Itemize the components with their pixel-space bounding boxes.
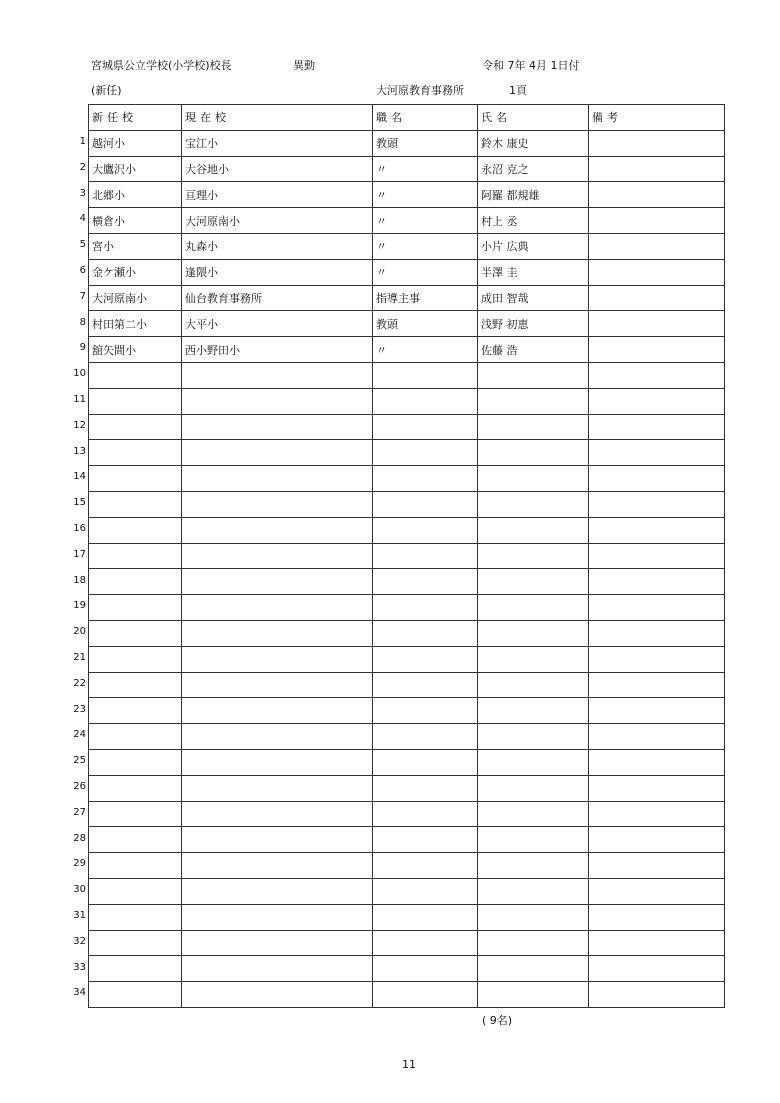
table-row: [89, 388, 725, 414]
cell-position: [373, 878, 478, 904]
cell-remarks: [589, 775, 725, 801]
cell-remarks: [589, 517, 725, 543]
cell-remarks: [589, 208, 725, 234]
cell-current-school: [182, 414, 373, 440]
cell-position: 〃: [373, 208, 478, 234]
table-row: [89, 466, 725, 492]
cell-name: [478, 982, 589, 1008]
cell-remarks: [589, 491, 725, 517]
cell-name: 鈴木 康史: [478, 130, 589, 156]
cell-new-school: [89, 466, 182, 492]
cell-new-school: 大河原南小: [89, 285, 182, 311]
cell-position: 指導主事: [373, 285, 478, 311]
row-number: 22: [73, 677, 86, 689]
cell-new-school: [89, 982, 182, 1008]
cell-current-school: [182, 904, 373, 930]
row-number: 34: [73, 987, 86, 999]
cell-name: [478, 930, 589, 956]
cell-new-school: 横倉小: [89, 208, 182, 234]
table-row: [89, 698, 725, 724]
cell-new-school: 舘矢間小: [89, 337, 182, 363]
row-number: 1: [79, 136, 86, 147]
cell-name: 佐藤 浩: [478, 337, 589, 363]
cell-remarks: [589, 672, 725, 698]
cell-name: [478, 853, 589, 879]
cell-position: 〃: [373, 156, 478, 182]
cell-new-school: [89, 595, 182, 621]
cell-remarks: [589, 156, 725, 182]
table-row: [89, 595, 725, 621]
cell-new-school: [89, 517, 182, 543]
cell-current-school: 宝江小: [182, 130, 373, 156]
table-row: [89, 311, 725, 337]
cell-position: [373, 801, 478, 827]
cell-position: [373, 491, 478, 517]
cell-new-school: 宮小: [89, 233, 182, 259]
cell-new-school: 北郷小: [89, 182, 182, 208]
cell-position: [373, 543, 478, 569]
cell-current-school: [182, 724, 373, 750]
cell-position: [373, 982, 478, 1008]
cell-remarks: [589, 233, 725, 259]
cell-current-school: 仙台教育事務所: [182, 285, 373, 311]
cell-current-school: 大平小: [182, 311, 373, 337]
cell-current-school: [182, 466, 373, 492]
cell-position: [373, 517, 478, 543]
cell-name: [478, 388, 589, 414]
cell-remarks: [589, 698, 725, 724]
row-number: 12: [73, 419, 86, 431]
cell-remarks: [589, 388, 725, 414]
cell-name: [478, 672, 589, 698]
cell-current-school: [182, 491, 373, 517]
row-number: 9: [79, 342, 86, 354]
row-number: 15: [73, 497, 86, 509]
cell-position: [373, 466, 478, 492]
cell-position: [373, 904, 478, 930]
cell-remarks: [589, 130, 725, 156]
cell-remarks: [589, 466, 725, 492]
cell-name: [478, 749, 589, 775]
cell-new-school: 越河小: [89, 130, 182, 156]
table-row: [89, 878, 725, 904]
cell-position: [373, 388, 478, 414]
cell-remarks: [589, 182, 725, 208]
cell-position: [373, 414, 478, 440]
cell-position: [373, 698, 478, 724]
cell-current-school: [182, 878, 373, 904]
cell-name: 小片 広典: [478, 233, 589, 259]
cell-name: [478, 724, 589, 750]
cell-current-school: [182, 775, 373, 801]
cell-remarks: [589, 827, 725, 853]
table-row: [89, 569, 725, 595]
effective-date: 令和 7年 4月 1日付: [482, 59, 580, 72]
cell-position: [373, 853, 478, 879]
cell-position: [373, 672, 478, 698]
cell-remarks: [589, 543, 725, 569]
cell-remarks: [589, 904, 725, 930]
cell-current-school: 丸森小: [182, 233, 373, 259]
cell-remarks: [589, 853, 725, 879]
table-row: [89, 543, 725, 569]
cell-name: [478, 440, 589, 466]
cell-name: [478, 569, 589, 595]
table-row: [89, 259, 725, 285]
row-number: 31: [73, 910, 86, 921]
cell-name: [478, 414, 589, 440]
page-footer-number: 11: [402, 1058, 416, 1071]
cell-new-school: [89, 775, 182, 801]
cell-remarks: [589, 285, 725, 311]
table-row: [89, 801, 725, 827]
table-row: [89, 930, 725, 956]
cell-new-school: [89, 569, 182, 595]
cell-name: [478, 827, 589, 853]
cell-new-school: [89, 440, 182, 466]
cell-position: [373, 646, 478, 672]
column-header-current-school: 現在校: [182, 105, 373, 131]
cell-position: [373, 956, 478, 982]
document-kind: 異動: [293, 59, 315, 72]
table-row: [89, 233, 725, 259]
row-number: 25: [73, 755, 86, 767]
cell-current-school: [182, 698, 373, 724]
table-row: [89, 182, 725, 208]
cell-name: [478, 775, 589, 801]
table-header-row: [89, 105, 725, 131]
cell-name: [478, 595, 589, 621]
row-number: 23: [73, 703, 86, 715]
cell-name: [478, 801, 589, 827]
cell-name: [478, 698, 589, 724]
cell-current-school: [182, 362, 373, 388]
cell-remarks: [589, 259, 725, 285]
office-name: 大河原教育事務所: [376, 84, 464, 97]
row-number: 14: [73, 471, 86, 483]
cell-current-school: [182, 672, 373, 698]
table-row: [89, 956, 725, 982]
cell-current-school: [182, 801, 373, 827]
cell-position: 教頭: [373, 130, 478, 156]
cell-new-school: [89, 853, 182, 879]
cell-position: [373, 724, 478, 750]
cell-new-school: [89, 827, 182, 853]
cell-name: 浅野 初恵: [478, 311, 589, 337]
cell-new-school: [89, 620, 182, 646]
row-number: 7: [79, 290, 86, 302]
cell-name: 成田 智哉: [478, 285, 589, 311]
cell-position: [373, 440, 478, 466]
cell-current-school: 大河原南小: [182, 208, 373, 234]
table-row: [89, 337, 725, 363]
cell-remarks: [589, 311, 725, 337]
cell-new-school: [89, 388, 182, 414]
cell-current-school: [182, 956, 373, 982]
cell-position: [373, 362, 478, 388]
table-row: [89, 414, 725, 440]
cell-remarks: [589, 749, 725, 775]
row-number: 17: [73, 548, 86, 560]
table-row: [89, 749, 725, 775]
column-header-name: 氏名: [478, 105, 589, 131]
cell-remarks: [589, 982, 725, 1008]
personnel-table: [88, 104, 725, 1008]
cell-new-school: [89, 414, 182, 440]
table-row: [89, 672, 725, 698]
cell-name: [478, 466, 589, 492]
row-number: 2: [79, 161, 86, 173]
cell-new-school: [89, 724, 182, 750]
cell-position: [373, 595, 478, 621]
cell-current-school: [182, 388, 373, 414]
cell-current-school: [182, 543, 373, 569]
row-number: 8: [79, 316, 86, 328]
cell-remarks: [589, 414, 725, 440]
row-number: 6: [79, 265, 86, 276]
cell-name: [478, 956, 589, 982]
row-number: 13: [73, 445, 86, 457]
cell-new-school: 大鷹沢小: [89, 156, 182, 182]
column-header-position: 職名: [373, 105, 478, 131]
table-row: [89, 285, 725, 311]
row-number: 30: [73, 884, 86, 896]
cell-remarks: [589, 362, 725, 388]
row-number: 11: [73, 394, 86, 405]
table-row: [89, 904, 725, 930]
cell-name: [478, 362, 589, 388]
cell-current-school: [182, 930, 373, 956]
table-row: [89, 646, 725, 672]
cell-current-school: [182, 646, 373, 672]
cell-name: [478, 543, 589, 569]
cell-name: [478, 904, 589, 930]
row-number: 32: [73, 935, 86, 947]
cell-remarks: [589, 878, 725, 904]
cell-remarks: [589, 569, 725, 595]
cell-name: 阿羅 都規雄: [478, 182, 589, 208]
cell-remarks: [589, 801, 725, 827]
column-header-new-school: 新任校: [89, 105, 182, 131]
table-row: [89, 156, 725, 182]
total-count: ( 9名): [482, 1014, 513, 1027]
cell-position: 〃: [373, 259, 478, 285]
cell-new-school: [89, 491, 182, 517]
cell-name: 村上 丞: [478, 208, 589, 234]
cell-position: [373, 827, 478, 853]
cell-remarks: [589, 646, 725, 672]
cell-current-school: 大谷地小: [182, 156, 373, 182]
cell-remarks: [589, 956, 725, 982]
cell-current-school: 亘理小: [182, 182, 373, 208]
document-title: 宮城県公立学校(小学校)校長: [91, 59, 232, 72]
cell-new-school: [89, 878, 182, 904]
table-row: [89, 208, 725, 234]
cell-position: [373, 930, 478, 956]
cell-current-school: [182, 749, 373, 775]
table-row: [89, 362, 725, 388]
row-number: 16: [73, 523, 86, 534]
cell-new-school: [89, 698, 182, 724]
cell-position: [373, 775, 478, 801]
cell-new-school: [89, 801, 182, 827]
cell-remarks: [589, 620, 725, 646]
cell-current-school: [182, 569, 373, 595]
table-row: [89, 853, 725, 879]
cell-remarks: [589, 595, 725, 621]
column-header-remarks: 備考: [589, 105, 725, 131]
cell-current-school: [182, 440, 373, 466]
cell-remarks: [589, 724, 725, 750]
cell-current-school: [182, 595, 373, 621]
cell-new-school: [89, 543, 182, 569]
table-row: [89, 130, 725, 156]
row-number: 20: [73, 626, 86, 638]
cell-current-school: [182, 620, 373, 646]
row-number: 29: [73, 858, 86, 870]
row-number: 21: [73, 652, 86, 663]
cell-new-school: [89, 672, 182, 698]
cell-position: 教頭: [373, 311, 478, 337]
cell-new-school: 金ケ瀬小: [89, 259, 182, 285]
cell-current-school: 逢隈小: [182, 259, 373, 285]
cell-position: 〃: [373, 337, 478, 363]
cell-name: [478, 491, 589, 517]
cell-current-school: 西小野田小: [182, 337, 373, 363]
cell-remarks: [589, 440, 725, 466]
cell-name: [478, 517, 589, 543]
table-row: [89, 440, 725, 466]
table-row: [89, 620, 725, 646]
row-number: 19: [73, 600, 86, 612]
cell-new-school: [89, 904, 182, 930]
table-row: [89, 982, 725, 1008]
row-number: 10: [73, 368, 86, 380]
cell-name: 半澤 圭: [478, 259, 589, 285]
cell-new-school: [89, 930, 182, 956]
cell-new-school: [89, 646, 182, 672]
row-number: 28: [73, 832, 86, 844]
cell-name: [478, 646, 589, 672]
cell-current-school: [182, 827, 373, 853]
row-number: 27: [73, 806, 86, 818]
cell-name: [478, 620, 589, 646]
cell-position: [373, 749, 478, 775]
cell-remarks: [589, 337, 725, 363]
cell-current-school: [182, 853, 373, 879]
cell-name: 永沼 克之: [478, 156, 589, 182]
cell-position: 〃: [373, 182, 478, 208]
row-number: 3: [79, 187, 86, 199]
cell-current-school: [182, 982, 373, 1008]
row-number: 26: [73, 781, 86, 792]
cell-name: [478, 878, 589, 904]
table-row: [89, 517, 725, 543]
cell-new-school: 村田第二小: [89, 311, 182, 337]
table-row: [89, 827, 725, 853]
table-row: [89, 775, 725, 801]
cell-current-school: [182, 517, 373, 543]
cell-new-school: [89, 749, 182, 775]
row-number: 18: [73, 574, 86, 586]
row-number: 5: [79, 239, 86, 251]
table-body: [89, 130, 725, 1007]
row-number: 33: [73, 961, 86, 973]
row-number: 4: [79, 213, 86, 225]
cell-remarks: [589, 930, 725, 956]
table-row: [89, 491, 725, 517]
cell-new-school: [89, 956, 182, 982]
cell-position: 〃: [373, 233, 478, 259]
document-subtitle: (新任): [91, 84, 122, 97]
cell-position: [373, 569, 478, 595]
table-row: [89, 724, 725, 750]
sheet-page-number: 1頁: [509, 84, 527, 97]
cell-new-school: [89, 362, 182, 388]
cell-position: [373, 620, 478, 646]
row-number: 24: [73, 729, 86, 741]
